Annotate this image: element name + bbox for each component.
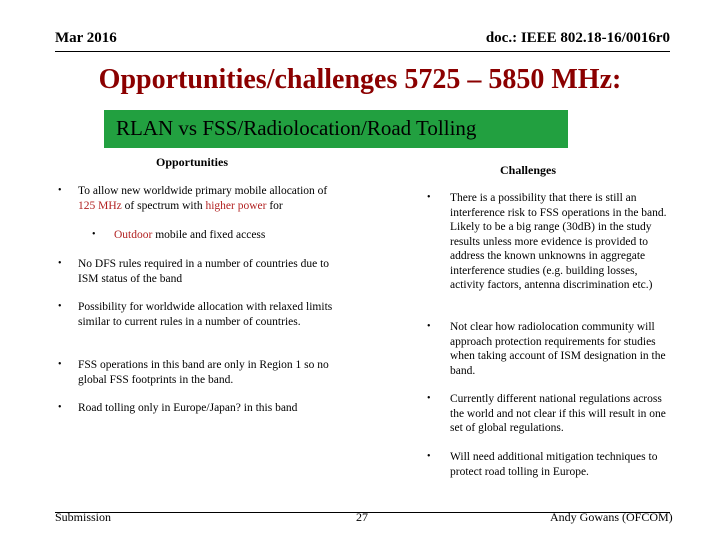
highlight-text: higher power [205, 199, 267, 212]
topic-banner: RLAN vs FSS/Radiolocation/Road Tolling [104, 110, 568, 148]
opportunity-text: of spectrum with [124, 199, 203, 212]
opportunity-item: No DFS rules required in a number of countries due to ISM status of the band [78, 258, 330, 285]
opportunity-item: Possibility for worldwide allocation with relaxed limits similar to current rules in a number of countries. [78, 301, 333, 328]
challenge-item: Not clear how radiolocation community will approach protection requirements for studies when taking account of ISM designation in the band. [450, 321, 666, 377]
challenge-item: Currently different national regulations across the world and not clear if this will result in one set of global regulations. [450, 393, 666, 434]
highlight-text: Outdoor [114, 229, 153, 241]
slide-title: Opportunities/challenges 5725 – 5850 MHz: [98, 64, 622, 95]
page-number: 27 [356, 510, 368, 524]
bullet-icon: • [427, 451, 431, 462]
header-date: Mar 2016 [55, 30, 117, 46]
bullet-icon: • [58, 258, 62, 269]
opportunity-item: FSS operations in this band are only in Region 1 so no global FSS footprints in the band. [78, 359, 329, 386]
bullet-icon: • [92, 229, 96, 240]
challenge-item: Will need additional mitigation techniques to protect road tolling in Europe. [450, 451, 658, 478]
opportunities-heading: Opportunities [156, 155, 229, 169]
header-divider [55, 51, 670, 52]
footer-submission: Submission [55, 510, 112, 524]
opportunity-subitem [114, 228, 344, 243]
bullet-icon: • [58, 402, 62, 413]
opportunity-text: To allow new worldwide primary mobile allocation of [78, 185, 328, 197]
bullet-icon: • [58, 359, 62, 370]
highlight-text: 125 MHz [78, 199, 122, 212]
bullet-icon: • [58, 301, 62, 312]
footer-author: Andy Gowans (OFCOM) [550, 510, 673, 524]
challenge-item: There is a possibility that there is still an interference risk to FSS operations in the band. Likely to be a big range (30dB) in the study results unless more evidence is provided to address the known unknowns in aggregate interference studies (e.g. building losses, activity factors, antenna discrimination etc.) [450, 192, 667, 291]
opportunity-item: Road tolling only in Europe/Japan? in this band [78, 402, 298, 414]
opportunity-text: mobile and fixed access [155, 229, 266, 241]
header-doc-id: doc.: IEEE 802.18-16/0016r0 [485, 30, 670, 46]
challenges-heading: Challenges [500, 163, 557, 177]
bullet-icon: • [427, 192, 431, 203]
opportunity-item [78, 184, 333, 213]
opportunity-text: for [269, 199, 283, 212]
bullet-icon: • [427, 321, 431, 332]
bullet-icon: • [427, 393, 431, 404]
bullet-icon: • [58, 185, 62, 196]
